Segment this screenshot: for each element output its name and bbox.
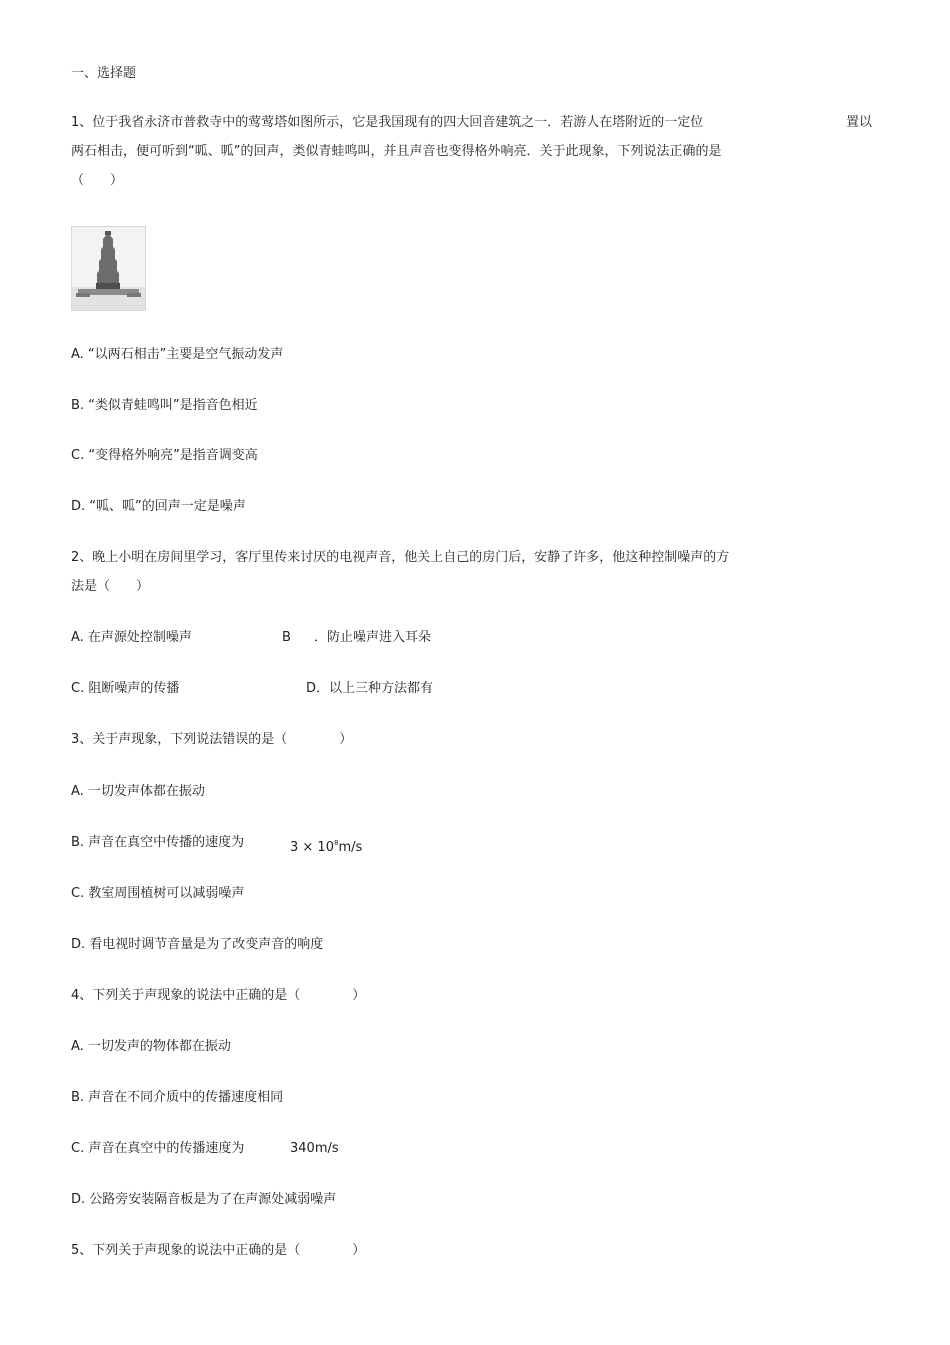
question-3-stem: 3、关于声现象，下列说法错误的是（ ） [71,732,353,747]
question-4-option-d: D. 公路旁安装隔音板是为了在声源处减弱噪声 [71,1192,337,1207]
question-1-option-d: D. “呱、呱”的回声一定是噪声 [71,499,246,514]
question-2-option-a: A. 在声源处控制噪声 [71,630,192,645]
question-1-line-1: 1、位于我省永济市普救寺中的莺莺塔如图所示，它是我国现有的四大回音建筑之一．若游人在塔附近的一定位 [71,115,704,130]
question-2-line-1: 2、晚上小明在房间里学习，客厅里传来讨厌的电视声音，他关上自己的房门后，安静了许多，他这种控制噪声的方 [71,550,730,565]
question-1-line-1-tail: 置以 [846,115,873,130]
speed-of-light-unit: m/s [338,840,363,855]
question-1-line-2: 两石相击，便可听到“呱、呱”的回声，类似青蛙鸣叫，并且声音也变得格外响亮．关于此现象，下列说法正确的是 [71,144,722,159]
question-4-option-c-value: 340m/s [290,1141,339,1156]
question-3-option-b-value [290,834,362,857]
section-title: 一、选择题 [71,66,137,81]
question-4-option-a: A. 一切发声的物体都在振动 [71,1039,231,1054]
pagoda-image [72,227,145,310]
question-5-stem: 5、下列关于声现象的说法中正确的是（ ） [71,1243,366,1258]
question-3-option-a: A. 一切发声体都在振动 [71,784,205,799]
question-4-option-b: B. 声音在不同介质中的传播速度相同 [71,1090,284,1105]
question-1-option-c: C. “变得格外响亮”是指音调变高 [71,448,258,463]
question-4-option-c: C. 声音在真空中的传播速度为 [71,1141,245,1156]
question-2-option-c: C. 阻断噪声的传播 [71,681,180,696]
speed-of-light-exponent: 8 [333,839,339,847]
question-2-option-b-text: ．防止噪声进入耳朵 [314,630,432,645]
question-3-option-b: B. 声音在真空中传播的速度为 [71,835,245,850]
question-3-option-d: D. 看电视时调节音量是为了改变声音的响度 [71,937,324,952]
question-1-line-3: （ ） [71,173,124,188]
question-2-line-2: 法是（ ） [71,579,150,594]
question-4-stem: 4、下列关于声现象的说法中正确的是（ ） [71,988,366,1003]
question-1-option-b: B. “类似青蛙鸣叫”是指音色相近 [71,398,258,413]
speed-of-light-base: 3 × 10 [290,840,334,855]
question-3-option-c: C. 教室周围植树可以减弱噪声 [71,886,245,901]
question-1-option-a: A. “以两石相击”主要是空气振动发声 [71,347,284,362]
question-2-option-d: D．以上三种方法都有 [306,681,434,696]
pagoda-photo [71,226,146,311]
question-2-option-b-letter: B [282,630,291,645]
